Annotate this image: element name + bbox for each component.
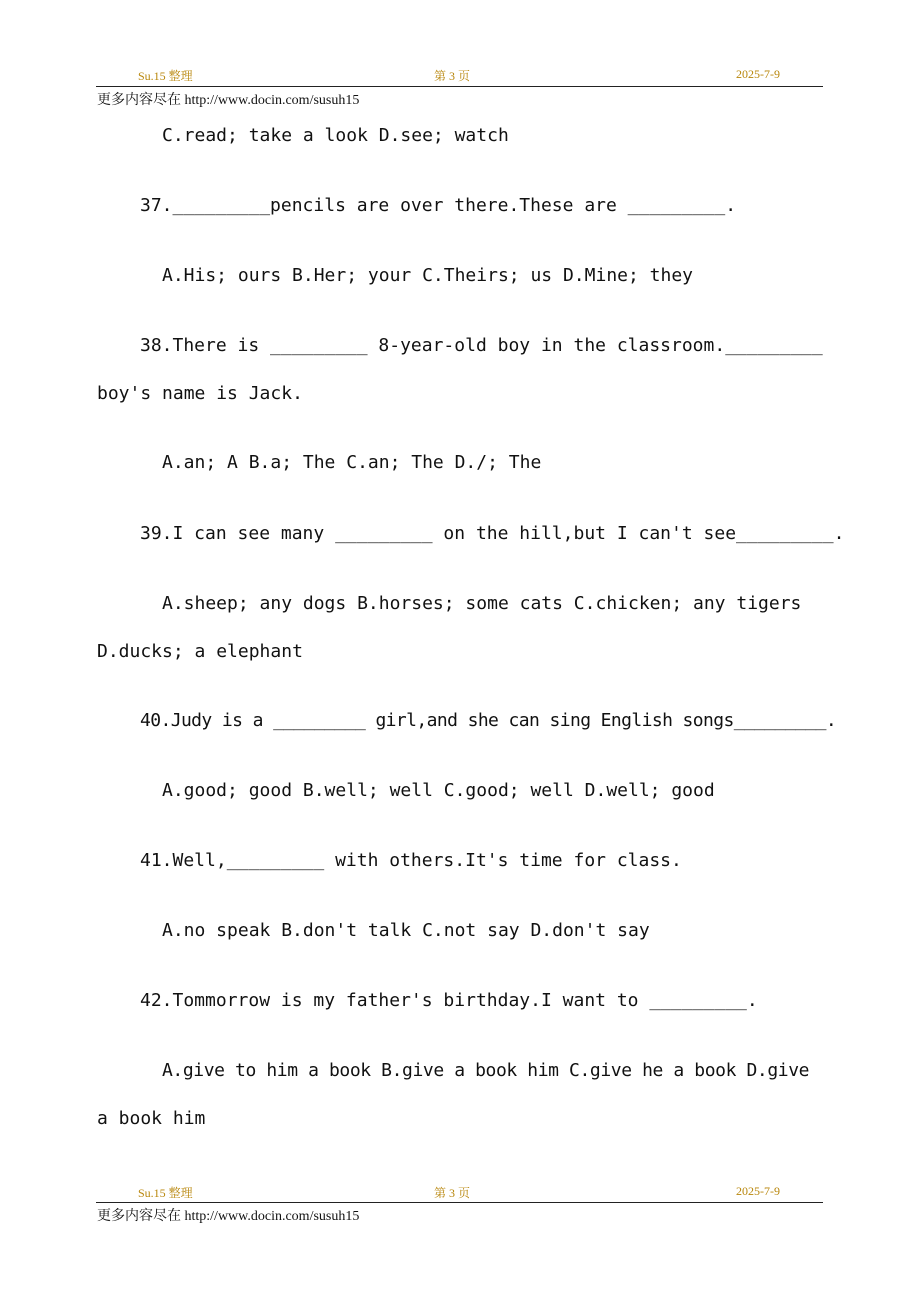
header-page-number: 第 3 页 <box>434 69 471 83</box>
header-left-text: Su.15 整理 <box>138 69 193 83</box>
question-40: 40.Judy is a _________ girl,and she can sing English songs_________. <box>140 710 837 731</box>
question-38-cont: boy's name is Jack. <box>97 383 303 404</box>
header-source-link[interactable]: 更多内容尽在 http://www.docin.com/susuh15 <box>97 93 360 108</box>
footer-left-text: Su.15 整理 <box>138 1186 193 1200</box>
options-42: A.give to him a book B.give a book him C.give he a book D.give <box>162 1060 810 1081</box>
question-42: 42.Tommorrow is my father's birthday.I want to _________. <box>140 990 758 1011</box>
page-header <box>96 67 823 85</box>
options-37: A.His; ours B.Her; your C.Theirs; us D.Mine; they <box>162 265 694 286</box>
question-38: 38.There is _________ 8-year-old boy in the classroom._________ <box>140 335 823 356</box>
question-41: 41.Well,_________ with others.It's time for class. <box>140 850 682 871</box>
options-36: C.read; take a look D.see; watch <box>162 125 509 146</box>
footer-source-link[interactable]: 更多内容尽在 http://www.docin.com/susuh15 <box>97 1209 360 1224</box>
header-rule <box>96 86 823 87</box>
options-41: A.no speak B.don't talk C.not say D.don't say <box>162 920 650 941</box>
footer-date: 2025-7-9 <box>736 1184 780 1198</box>
header-date: 2025-7-9 <box>736 67 780 81</box>
footer-rule <box>96 1202 823 1203</box>
options-39-cont: D.ducks; a elephant <box>97 641 303 662</box>
question-39: 39.I can see many _________ on the hill,but I can't see_________. <box>140 523 845 544</box>
options-40: A.good; good B.well; well C.good; well D.well; good <box>162 780 715 801</box>
page-footer <box>96 1184 823 1202</box>
footer-page-number: 第 3 页 <box>434 1186 471 1200</box>
question-37: 37._________pencils are over there.These are _________. <box>140 195 737 216</box>
options-42-cont: a book him <box>97 1108 206 1129</box>
options-39: A.sheep; any dogs B.horses; some cats C.chicken; any tigers <box>162 593 802 614</box>
options-38: A.an; A B.a; The C.an; The D./; The <box>162 452 542 473</box>
